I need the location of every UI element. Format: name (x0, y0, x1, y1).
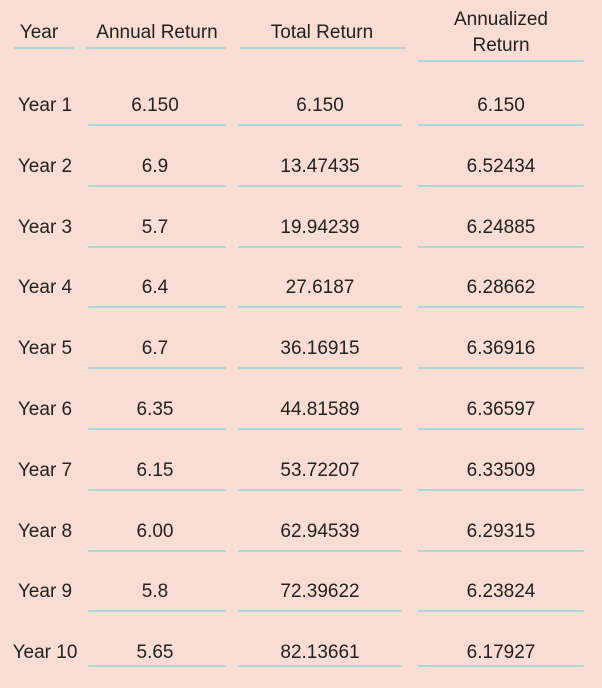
row-rule (238, 428, 402, 430)
cell-annual-return: 5.65 (136, 642, 174, 663)
cell-total-return: 82.13661 (280, 642, 360, 663)
cell-annualized-return: 6.24885 (466, 217, 536, 238)
cell-total-return: 53.72207 (280, 460, 360, 481)
row-rule (88, 665, 226, 667)
cell-year: Year 5 (17, 338, 73, 359)
cell-annualized-return: 6.36916 (466, 338, 536, 359)
cell-total-return: 6.150 (296, 95, 344, 116)
header-total-return: Total Return (270, 22, 374, 43)
header-rule-year (14, 47, 74, 49)
cell-year: Year 8 (17, 521, 73, 542)
cell-year: Year 1 (17, 95, 73, 116)
row-rule (88, 367, 226, 369)
cell-annualized-return: 6.29315 (466, 521, 536, 542)
row-rule (418, 185, 584, 187)
cell-total-return: 13.47435 (280, 156, 360, 177)
cell-annual-return: 6.15 (136, 460, 174, 481)
cell-annual-return: 5.7 (141, 217, 169, 238)
row-rule (238, 610, 402, 612)
cell-annualized-return: 6.17927 (466, 642, 536, 663)
cell-annualized-return: 6.150 (477, 95, 525, 116)
row-rule (88, 306, 226, 308)
header-rule-total-return (240, 47, 406, 49)
cell-annual-return: 6.150 (131, 95, 179, 116)
header-rule-annual-return (86, 47, 226, 49)
cell-year: Year 10 (12, 642, 78, 663)
cell-annual-return: 6.7 (141, 338, 169, 359)
row-rule (418, 428, 584, 430)
row-rule (88, 124, 226, 126)
cell-year: Year 2 (17, 156, 73, 177)
cell-year: Year 3 (17, 217, 73, 238)
row-rule (418, 124, 584, 126)
cell-year: Year 9 (17, 581, 73, 602)
row-rule (238, 367, 402, 369)
header-annualized-return-line2: Return (472, 35, 530, 56)
row-rule (88, 610, 226, 612)
cell-total-return: 72.39622 (280, 581, 360, 602)
cell-annualized-return: 6.28662 (466, 277, 536, 298)
header-year: Year (19, 22, 59, 43)
cell-annual-return: 6.35 (136, 399, 174, 420)
row-rule (88, 428, 226, 430)
row-rule (238, 124, 402, 126)
row-rule (88, 185, 226, 187)
cell-total-return: 19.94239 (280, 217, 360, 238)
cell-annualized-return: 6.33509 (466, 460, 536, 481)
row-rule (418, 306, 584, 308)
cell-total-return: 44.81589 (280, 399, 360, 420)
cell-annual-return: 6.9 (141, 156, 169, 177)
cell-total-return: 36.16915 (280, 338, 360, 359)
cell-year: Year 4 (17, 277, 73, 298)
row-rule (238, 665, 402, 667)
row-rule (418, 550, 584, 552)
row-rule (238, 246, 402, 248)
row-rule (418, 610, 584, 612)
row-rule (238, 550, 402, 552)
row-rule (418, 367, 584, 369)
cell-annualized-return: 6.52434 (466, 156, 536, 177)
cell-annual-return: 5.8 (141, 581, 169, 602)
row-rule (238, 306, 402, 308)
row-rule (418, 246, 584, 248)
row-rule (88, 246, 226, 248)
row-rule (88, 550, 226, 552)
header-annualized-return-line1: Annualized (453, 9, 549, 30)
row-rule (238, 185, 402, 187)
header-rule-annualized-return (418, 60, 584, 62)
cell-total-return: 27.6187 (285, 277, 355, 298)
cell-annual-return: 6.4 (141, 277, 169, 298)
row-rule (238, 489, 402, 491)
row-rule (88, 489, 226, 491)
cell-annualized-return: 6.36597 (466, 399, 536, 420)
cell-annual-return: 6.00 (136, 521, 174, 542)
cell-year: Year 6 (17, 399, 73, 420)
cell-annualized-return: 6.23824 (466, 581, 536, 602)
cell-total-return: 62.94539 (280, 521, 360, 542)
row-rule (418, 489, 584, 491)
row-rule (418, 665, 584, 667)
cell-year: Year 7 (17, 460, 73, 481)
header-annual-return: Annual Return (96, 22, 218, 43)
